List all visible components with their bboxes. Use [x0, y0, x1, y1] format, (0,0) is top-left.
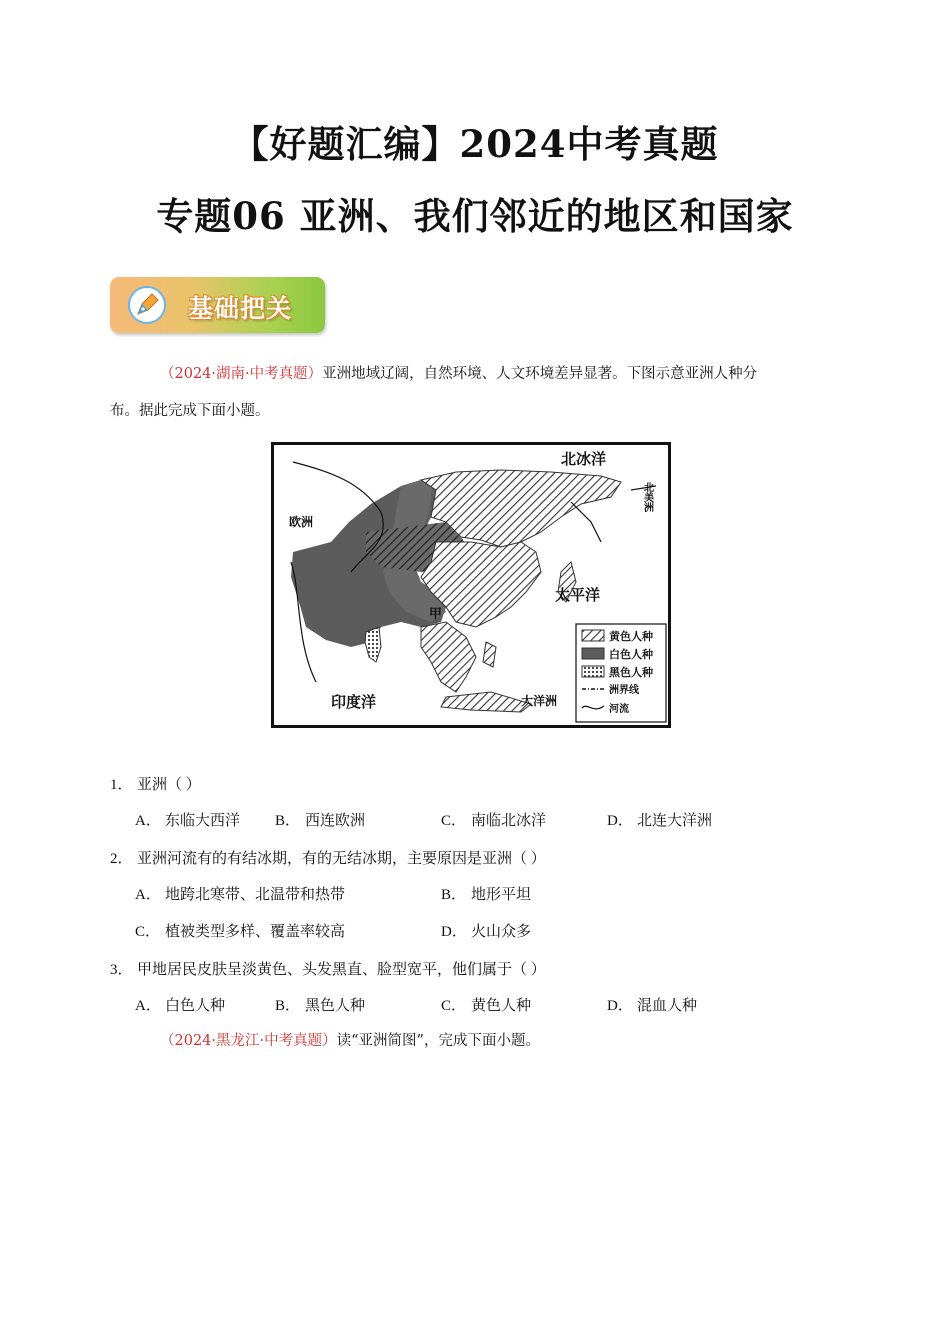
map-label-pacific: 太平洋	[555, 586, 601, 604]
option-2d: D． 火山众多	[441, 924, 532, 940]
map-label-oceania: 大洋洲	[521, 694, 558, 708]
legend-label-boundary: 洲界线	[609, 685, 639, 696]
map-legend	[576, 624, 666, 722]
map-label-jia: 甲	[429, 607, 443, 622]
option-2a: A． 地跨北寒带、北温带和热带	[135, 887, 346, 903]
option-1d: D． 北连大洋洲	[607, 813, 713, 829]
question-2	[110, 847, 546, 868]
pen-icon	[134, 292, 160, 318]
legend-label-river: 河流	[609, 704, 629, 715]
question-stem: 甲地居民皮肤呈淡黄色、头发黑直、脸型宽平，他们属于（ ）	[137, 962, 546, 978]
island-philippines	[483, 642, 496, 667]
page-title: 【好题汇编】2024中考真题	[231, 122, 719, 166]
map-label-europe: 欧洲	[289, 515, 314, 529]
option-3d: D． 混血人种	[607, 998, 698, 1014]
question-number: 1．	[110, 777, 133, 793]
legend-label-white: 白色人种	[609, 648, 653, 661]
option-2b: B． 地形平坦	[441, 887, 532, 903]
section-banner	[110, 277, 325, 333]
question-stem: 亚洲河流有的有结冰期，有的无结冰期，主要原因是亚洲（ ）	[137, 851, 546, 867]
map-label-arctic: 北冰洋	[561, 450, 607, 468]
option-3b: B． 黑色人种	[275, 998, 366, 1014]
option-3c: C． 黄色人种	[441, 998, 532, 1014]
page-subtitle: 专题06 亚洲、我们邻近的地区和国家	[156, 194, 794, 238]
legend-swatch-black	[582, 666, 604, 677]
banner-label: 基础把关	[188, 294, 293, 323]
map-label-indian: 印度洋	[331, 693, 377, 711]
map-label-north-america: 北美洲	[641, 482, 653, 512]
option-1c: C． 南临北冰洋	[441, 813, 547, 829]
option-3a: A． 白色人种	[135, 998, 226, 1014]
question-number: 2．	[110, 851, 133, 867]
legend-label-yellow: 黄色人种	[609, 630, 653, 643]
legend-swatch-yellow	[582, 630, 604, 641]
intro-text: 读“亚洲简图”，完成下面小题。	[336, 1033, 540, 1049]
intro-text: 亚洲地域辽阔，自然环境、人文环境差异显著。下图示意亚洲人种分	[322, 366, 758, 382]
asia-race-map	[271, 442, 671, 728]
intro-paragraph-1-cont: 布。据此完成下面小题。	[110, 403, 270, 419]
option-1a: A． 东临大西洋	[135, 813, 241, 829]
option-2c: C． 植被类型多样、覆盖率较高	[135, 924, 346, 940]
question-stem: 亚洲（ ）	[137, 777, 201, 793]
question-1	[110, 773, 201, 794]
question-number: 3．	[110, 962, 133, 978]
intro-paragraph-1	[160, 364, 850, 384]
banner-icon-circle	[128, 286, 166, 324]
question-3	[110, 958, 546, 979]
option-1b: B． 西连欧洲	[275, 813, 366, 829]
source-citation: （2024·黑龙江·中考真题）	[160, 1033, 337, 1049]
legend-label-black: 黑色人种	[609, 666, 653, 679]
intro-paragraph-2	[160, 1031, 850, 1051]
legend-swatch-white	[582, 648, 604, 659]
source-citation: （2024·湖南·中考真题）	[160, 366, 323, 382]
